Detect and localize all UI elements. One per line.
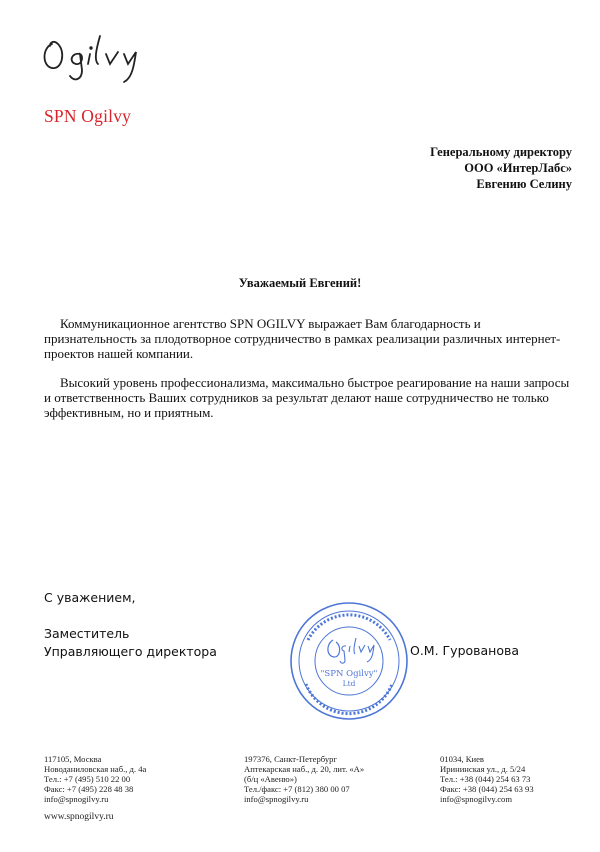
signatory-name: О.М. Гурованова [410, 643, 520, 658]
footer-moscow-office [44, 754, 146, 804]
closing-phrase: С уважением, [44, 590, 136, 605]
paragraph-text: Коммуникационное агентство SPN OGILVY выражает Вам благодарность и признательность за плодотворное сотрудничество в рамках реализации различных интернет-проектов нашей компании. [44, 316, 561, 361]
footer-line: Новоданиловская наб., д. 4а [44, 764, 147, 774]
body-paragraph [44, 375, 570, 420]
footer-line: Факс: +38 (044) 254 63 93 [440, 784, 534, 794]
body-paragraph [44, 316, 570, 361]
signatory-title-line: Управляющего директора [44, 644, 217, 659]
footer-line: 01034, Киев [440, 754, 484, 764]
ogilvy-script-logo [40, 30, 150, 92]
addressee-line: Евгению Селину [476, 177, 572, 191]
addressee-line: ООО «ИнтерЛабс» [464, 161, 572, 175]
footer-spb-office [244, 754, 364, 804]
footer-email[interactable]: info@spnogilvy.ru [244, 794, 309, 804]
footer-line: Тел.: +7 (495) 510 22 00 [44, 774, 131, 784]
stamp-subtext-2: Ltd [342, 679, 356, 688]
footer-line: Факс: +7 (495) 228 48 38 [44, 784, 134, 794]
company-stamp [288, 600, 410, 722]
footer-line: Тел./факс: +7 (812) 380 00 07 [244, 784, 350, 794]
addressee-line: Генеральному директору [430, 145, 572, 159]
stamp-subtext: "SPN Ogilvy" [320, 669, 378, 679]
signatory-title-line: Заместитель [44, 626, 130, 641]
footer-line: (б/ц «Авеню») [244, 774, 297, 784]
signatory-title [44, 625, 217, 661]
footer-email[interactable]: info@spnogilvy.ru [44, 794, 109, 804]
paragraph-text: Высокий уровень профессионализма, максимально быстрое реагирование на наши запросы и ответственность Ваших сотрудников за результат делают наше сотрудничество не только эффективным, но и приятным. [44, 375, 570, 420]
website-link[interactable]: www.spnogilvy.ru [44, 812, 114, 822]
footer-line: Тел.: +38 (044) 254 63 73 [440, 774, 531, 784]
footer-line: 117105, Москва [44, 754, 102, 764]
addressee-block [430, 144, 572, 192]
footer-kiev-office [440, 754, 534, 804]
salutation: Уважаемый Евгений! [238, 276, 362, 290]
footer-line: Аптекарская наб., д. 20, лит. «А» [244, 764, 365, 774]
footer-line: Ирининская ул., д. 5/24 [440, 764, 526, 774]
footer-line: 197376, Санкт-Петербург [244, 754, 337, 764]
footer-email[interactable]: info@spnogilvy.com [440, 794, 513, 804]
brand-name: SPN Ogilvy [44, 106, 132, 126]
